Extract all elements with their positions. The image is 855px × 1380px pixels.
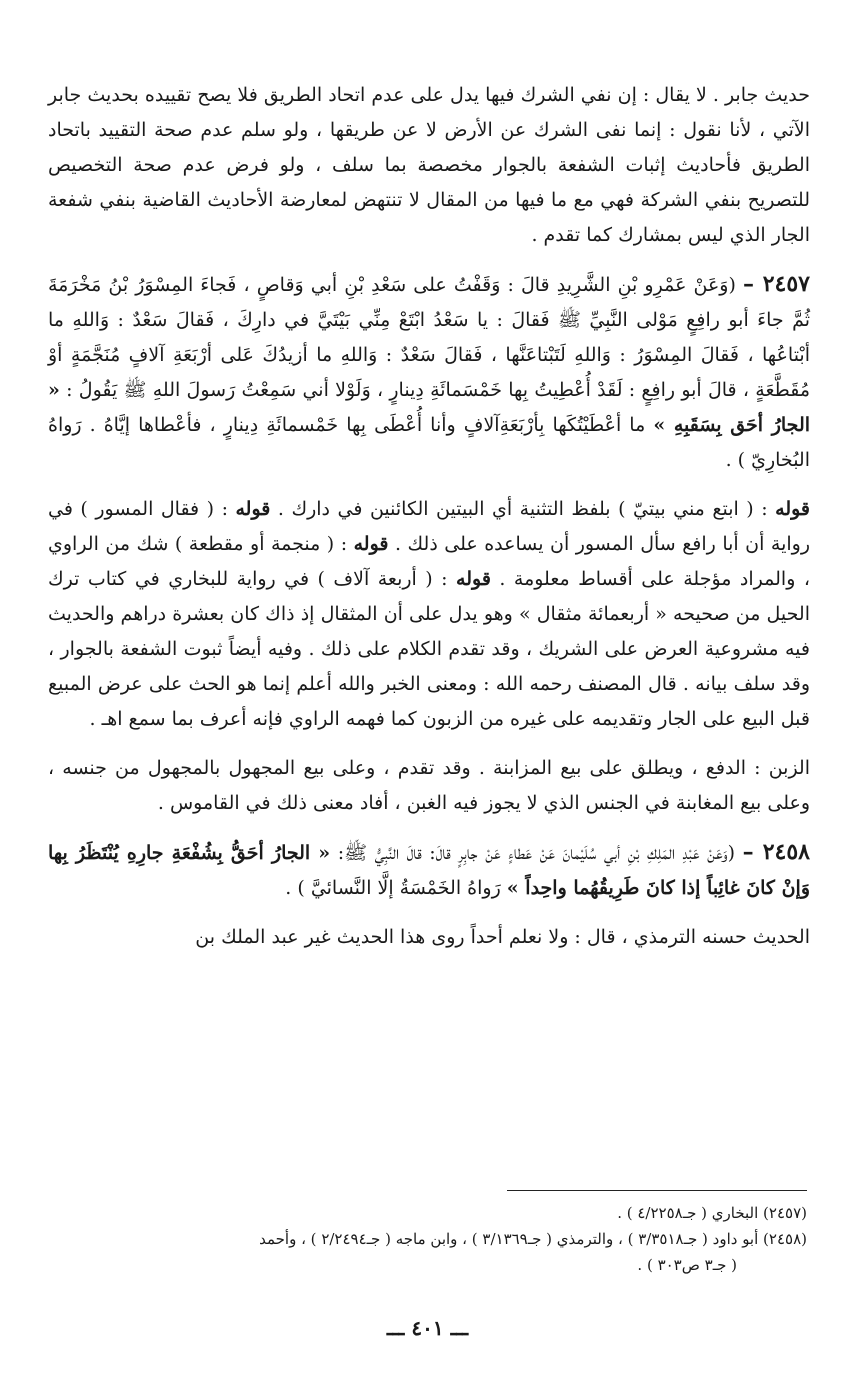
footnotes <box>37 1200 807 1278</box>
qawluh-label: قوله <box>456 568 491 590</box>
commentary-2457 <box>48 492 810 737</box>
hadith-2458-text-a: (وَعَنْ عَبْدِ المَلِكِ بْنِ أبي سُلَيْمانَ عَنْ عَطاءٍ عَنْ جابِرٍ قالَ: قالَ النَّبِيُّ ﷺ: <box>337 842 736 864</box>
paragraph-intro <box>48 78 810 253</box>
qawluh-label: قوله <box>353 533 389 555</box>
commentary-text: : ( فقال المسور ) في رواية أن أبا رافع سأل المسور أن يساعده على ذلك . <box>48 498 810 555</box>
page-number: ـــ ٤٠١ ـــ <box>386 1316 469 1340</box>
hadith-2457-text-a: (وَعَنْ عَمْرِو بْنِ الشَّرِيدِ قالَ : وَقَفْتُ على سَعْدِ بْنِ أبي وَقاصٍ ، فَجاءَ المِسْوَرُ بْنُ مَخْرَمَةَ ثُمَّ جاءَ أبو رافِعٍ مَوْلى النَّبِيِّ ﷺ فَقالَ : يا سَعْدُ ابْتَعْ مِنِّي بَيْتَيَّ في دارِكَ ، فَقالَ سَعْدٌ : وَاللهِ ما أبْتاعُها ، فَقالَ المِسْوَرُ : وَاللهِ لَتَبْتاعَنَّها ، فَقالَ سَعْدٌ : وَاللهِ ما أزيدُكَ عَلى أرْبَعَةِ آلافٍ مُنَجَّمَةٍ أوْ مُقَطَّعَةٍ ، قالَ أبو رافِعٍ : لَقَدْ أُعْطِيتُ بِها خَمْسَمائَةِ دِينارٍ ، وَلَوْلا أني سَمِعْتُ رَسولَ اللهِ ﷺ يَقُولُ : <box>48 274 810 401</box>
footnote-2458: (٢٤٥٨) أبو داود ( جـ٣/٣٥١٨ ) ، والترمذي ( جـ٣/١٣٦٩ ) ، وابن ماجه ( جـ٢/٢٤٩٤ ) ، وأحمد <box>259 1230 807 1248</box>
hadith-2457-quote: « الجارُ أحَق بِسَقَبِهِ » <box>48 379 811 436</box>
hadith-2457 <box>48 267 810 478</box>
continued-text: الحديث حسنه الترمذي ، قال : ولا نعلم أحداً روى هذا الحديث غير عبد الملك بن <box>195 926 810 948</box>
qawluh-label: قوله <box>235 498 271 520</box>
paragraph-zabn <box>48 751 810 821</box>
hadith-2457-text-b: ما أعْطَيْتُكَها بِأرْبَعَةِآلافٍ وأنا أُعْطَى بِها خَمْسمائَةِ دِينارٍ ، فأعْطاها إيَّاهُ . رَواهُ البُخارِيّ ) . <box>48 414 810 471</box>
footnote-divider <box>507 1190 807 1191</box>
footnote-2458-cont: ( جـ٣ ص٣٠٣ ) . <box>637 1256 737 1274</box>
intro-text: حديث جابر . لا يقال : إن نفي الشرك فيها يدل على عدم اتحاد الطريق فلا يصح تقييده بحديث جابر الآتي ، لأنا نقول : إنما نفى الشرك عن الأرض لا عن طريقها ، ولو سلم عدم صحة التقييد باتحاد الطريق فأحاديث إثبات الشفعة بالجوار مخصصة بما سلف ، ولو فرض عدم صحة التخصيص للتصريح بنفي الشركة فهي مع ما فيها من المقال لا تنتهض لمعارضة الأحاديث القاضية بنفي شفعة الجار الذي ليس بمشارك كما تقدم . <box>48 84 810 246</box>
hadith-2458 <box>48 835 810 906</box>
commentary-text: : ( أربعة آلاف ) في رواية للبخاري في كتاب ترك الحيل من صحيحه « أربعمائة مثقال » وهو يدل على أن المثقال إذ ذاك كان بعشرة دراهم والحديث فيه مشروعية العرض على الشريك ، وقد تقدم الكلام على ذلك . وفيه أيضاً ثبوت الشفعة بالجوار ، وقد سلف بيانه . قال المصنف رحمه الله : ومعنى الخبر والله أعلم إنما هو الحث على عرض المبيع قبل البيع على الجار وتقديمه على غيره من الزبون كما فهمه الراوي فإنه أعرف بما سمع اهـ . <box>48 568 810 730</box>
commentary-text: : ( ابتع مني بيتيّ ) بلفظ التثنية أي البيتين الكائنين في دارك . <box>277 498 768 520</box>
zabn-text: الزبن : الدفع ، ويطلق على بيع المزابنة . وقد تقدم ، وعلى بيع المجهول بالمجهول من جنسه ، وعلى بيع المغابنة في الجنس الذي لا يجوز فيه الغبن ، أفاد معنى ذلك في القاموس . <box>48 757 810 814</box>
commentary-text: : ( منجمة أو مقطعة ) شك من الراوي ، والمراد مؤجلة على أقساط معلومة . <box>48 533 810 590</box>
hadith-2458-quote: « الجارُ أحَقُّ بِشُفْعَةِ جارِهِ يُنْتَظَرُ بِها وَإنْ كانَ غائِباً إذا كانَ طَرِيقُهُما واحِداً » <box>48 842 810 899</box>
paragraph-continued <box>48 920 810 955</box>
footnote-2457: (٢٤٥٧) البخاري ( جـ٤/٢٢٥٨ ) . <box>617 1204 807 1222</box>
page-body <box>48 78 810 955</box>
hadith-number-2458: ٢٤٥٨ – <box>742 839 810 865</box>
hadith-2458-text-b: رَواهُ الخَمْسَةُ إلَّا النَّسائيَّ ) . <box>285 877 501 899</box>
hadith-number-2457: ٢٤٥٧ – <box>743 271 810 297</box>
qawluh-label: قوله <box>775 498 811 520</box>
